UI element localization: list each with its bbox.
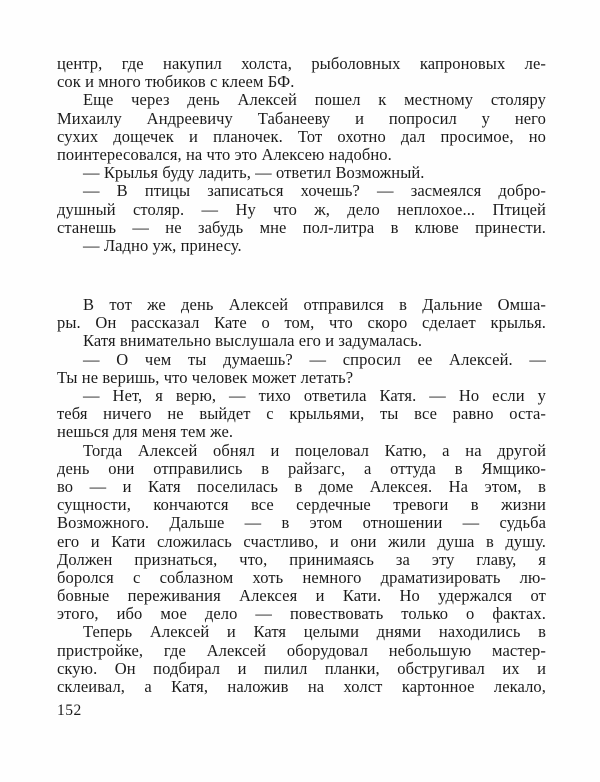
text-line: центр, где накупил холста, рыболовных капроновых ле-: [57, 54, 546, 73]
text-line: — О чем ты думаешь? — спросил ее Алексей. —: [83, 349, 546, 369]
text-line: боролся с соблазном хоть немного драматизировать лю-: [57, 567, 546, 587]
text-line: душный столяр. — Ну что ж, дело неплохое... Птицей: [57, 199, 546, 219]
paragraph: [57, 237, 546, 255]
text-line: его и Кати сложилась счастливо, и они жили душа в душу.: [57, 531, 546, 551]
paragraph: [57, 332, 546, 350]
text-line: Возможного. Дальше — в этом отношении — судьба: [57, 513, 546, 533]
paragraph: [57, 296, 546, 332]
text-line: этого, ибо мое дело — повествовать только о фактах.: [57, 604, 546, 624]
text-line: Тогда Алексей обнял и поцеловал Катю, а на другой: [83, 440, 546, 460]
text-line: нешься для меня тем же.: [57, 422, 234, 442]
text-line: В тот же день Алексей отправился в Дальние Омша-: [83, 295, 546, 315]
paragraph: [57, 182, 546, 237]
text-line: сущности, кончаются все сердечные тревоги в жизни: [57, 495, 546, 515]
text-line: скую. Он подбирал и пилил планки, обстругивал их и: [57, 658, 546, 678]
paragraph: [57, 55, 546, 91]
paragraph: [57, 387, 546, 442]
text-line: Должен признаться, что, принимаясь за эту главу, я: [57, 549, 546, 569]
text-line: тебя ничего не выйдет с крыльями, ты все равно оста-: [57, 404, 546, 424]
text-line: ры. Он рассказал Кате о том, что скоро сделает крылья.: [57, 313, 546, 333]
text-line: склеивал, а Катя, наложив на холст картонное лекало,: [57, 677, 546, 696]
text-line: Еще через день Алексей пошел к местному столяру: [83, 90, 546, 110]
paragraph: [57, 351, 546, 387]
text-line: во — и Катя поселилась в доме Алексея. На этом, в: [57, 476, 546, 496]
text-line: сухих дощечек и планочек. Тот охотно дал просимое, но: [57, 126, 546, 146]
text-line: поинтересовался, на что это Алексею надобно.: [57, 144, 392, 164]
text-block: [57, 55, 546, 696]
text-line: — В птицы записаться хочешь? — засмеялся добро-: [83, 181, 546, 201]
text-line: пристройке, где Алексей оборудовал небольшую мастер-: [57, 640, 546, 660]
text-line: Теперь Алексей и Катя целыми днями находились в: [83, 622, 546, 642]
paragraph: [57, 623, 546, 696]
text-line: станешь — не забудь мне пол-литра в клюве принести.: [57, 217, 546, 237]
paragraph: [57, 442, 546, 624]
paragraph: [57, 91, 546, 164]
text-line: бовные переживания Алексея и Кати. Но удержался от: [57, 586, 546, 606]
text-line: сок и много тюбиков с клеем БФ.: [57, 72, 295, 92]
text-line: — Ладно уж, принесу.: [83, 235, 242, 255]
text-line: — Крылья буду ладить, — ответил Возможный.: [83, 163, 425, 183]
text-line: день они отправились в райзагс, а оттуда в Ямщико-: [57, 458, 546, 478]
text-line: Михаилу Андреевичу Табанееву и попросил у него: [57, 108, 546, 128]
text-line: — Нет, я верю, — тихо ответила Катя. — Но если у: [83, 386, 546, 405]
paragraph: [57, 164, 546, 182]
page-number: 152: [57, 702, 82, 719]
text-line: Ты не веришь, что человек может летать?: [57, 367, 354, 387]
section-break: [57, 255, 546, 296]
text-line: Катя внимательно выслушала его и задумалась.: [83, 331, 423, 351]
